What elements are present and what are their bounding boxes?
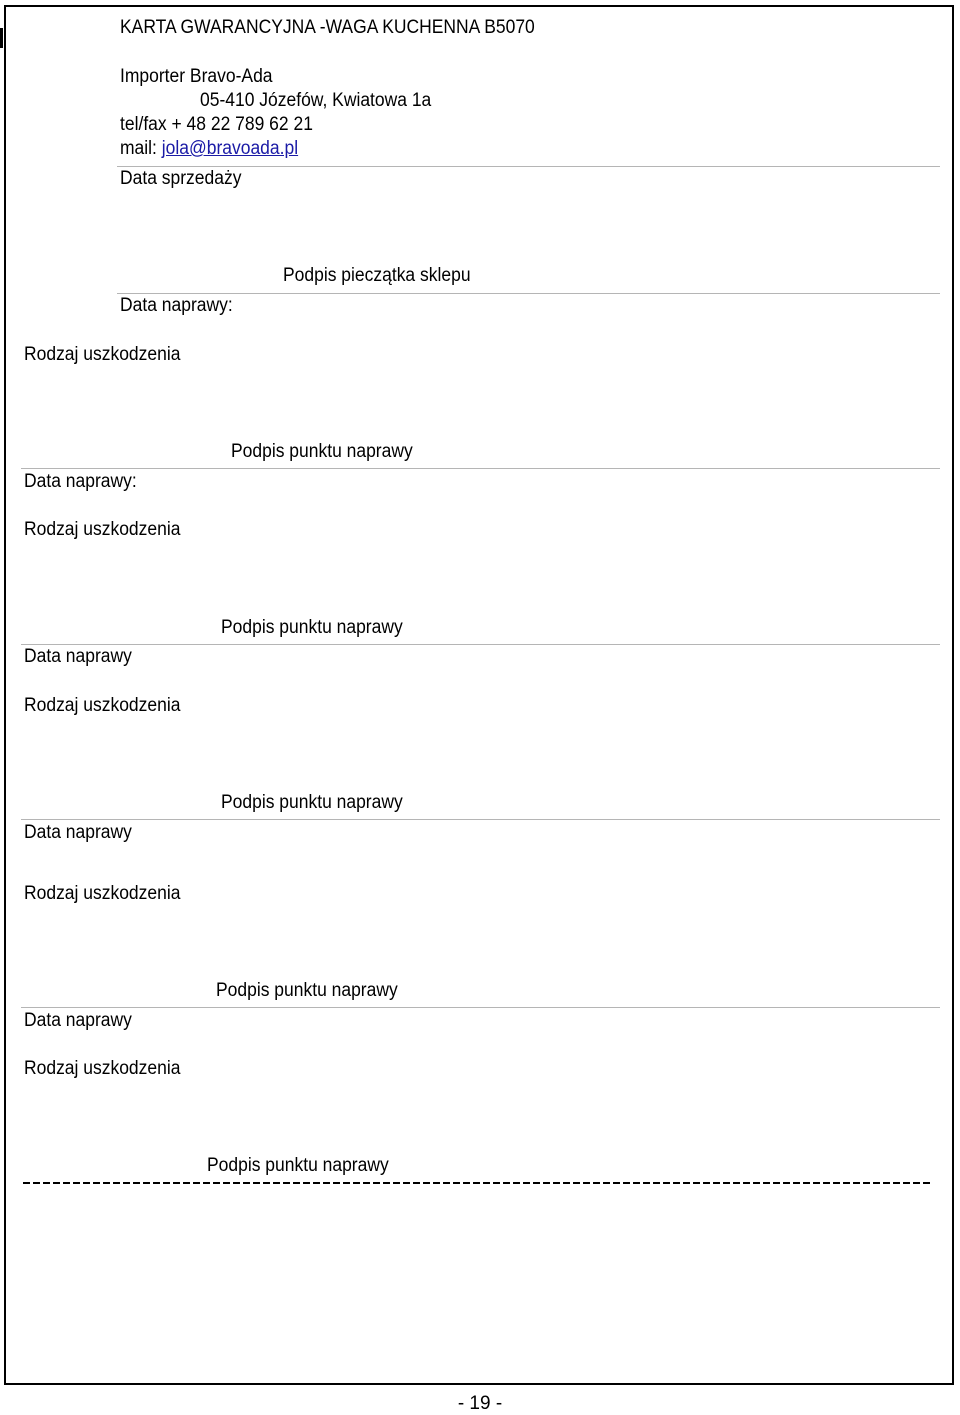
- damage-type-label: Rodzaj uszkodzenia: [24, 519, 181, 540]
- mail-label: mail:: [120, 138, 157, 159]
- repair-date-label: Data naprawy:: [120, 295, 233, 316]
- sale-date-label: Data sprzedaży: [120, 168, 242, 189]
- importer-name: Importer Bravo-Ada: [120, 66, 273, 87]
- repair-signature-label: Podpis punktu naprawy: [231, 441, 413, 462]
- separator-line: [117, 293, 940, 294]
- shop-signature-label: Podpis pieczątka sklepu: [283, 265, 471, 286]
- damage-type-label: Rodzaj uszkodzenia: [24, 883, 181, 904]
- repair-signature-label: Podpis punktu naprawy: [216, 980, 398, 1001]
- separator-line: [21, 1007, 940, 1008]
- separator-line: [117, 166, 940, 167]
- page-number: - 19 -: [457, 1393, 503, 1414]
- separator-line: [21, 819, 940, 820]
- repair-date-label: Data naprawy:: [24, 471, 137, 492]
- repair-signature-label: Podpis punktu naprawy: [221, 792, 403, 813]
- repair-date-label: Data naprawy: [24, 646, 132, 667]
- repair-date-label: Data naprawy: [24, 1010, 132, 1031]
- damage-type-label: Rodzaj uszkodzenia: [24, 695, 181, 716]
- importer-phone: tel/fax + 48 22 789 62 21: [120, 114, 313, 135]
- dashed-cut-line: [23, 1182, 933, 1184]
- separator-line: [21, 468, 940, 469]
- damage-type-label: Rodzaj uszkodzenia: [24, 1058, 181, 1079]
- document-title: KARTA GWARANCYJNA -WAGA KUCHENNA B5070: [120, 17, 535, 38]
- mail-link[interactable]: jola@bravoada.pl: [161, 138, 299, 159]
- importer-address: 05-410 Józefów, Kwiatowa 1a: [200, 90, 432, 111]
- damage-type-label: Rodzaj uszkodzenia: [24, 344, 181, 365]
- repair-signature-label: Podpis punktu naprawy: [207, 1155, 389, 1176]
- repair-signature-label: Podpis punktu naprawy: [221, 617, 403, 638]
- margin-mark: [0, 28, 3, 48]
- importer-mail: [120, 138, 298, 160]
- repair-date-label: Data naprawy: [24, 822, 132, 843]
- separator-line: [21, 644, 940, 645]
